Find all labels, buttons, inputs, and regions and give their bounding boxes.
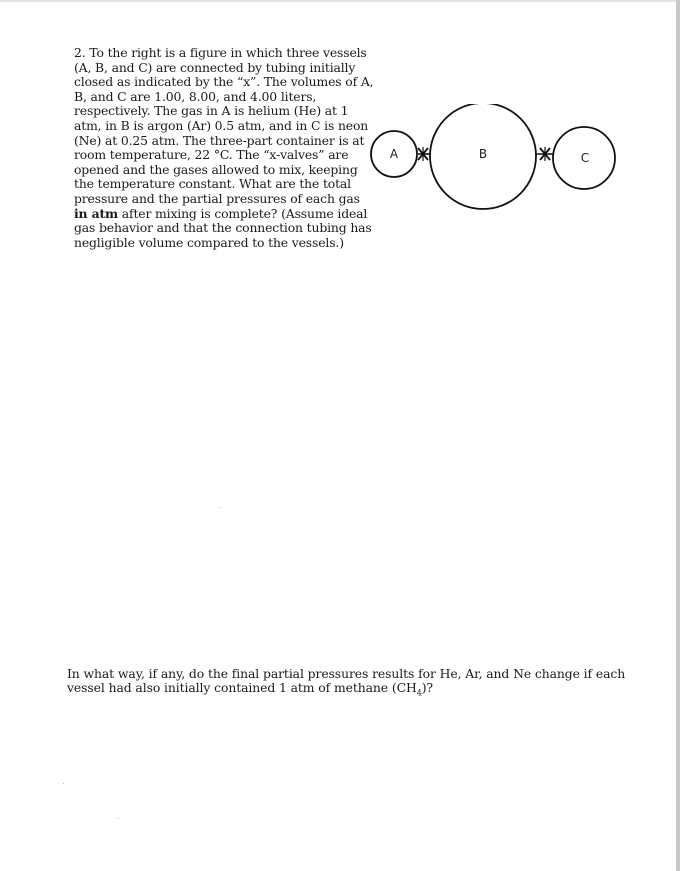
scan-speck <box>118 818 119 819</box>
vessel-a-label: A <box>389 147 399 161</box>
question-number: 2. <box>74 45 86 60</box>
question-text <box>74 46 374 250</box>
vessel-b-label: B <box>478 147 488 161</box>
vessel-diagram-svg <box>369 104 621 220</box>
question-bold-units: in atm <box>74 205 118 221</box>
question-body-end: after mixing is complete? (Assume ideal gas behavior and that the connection tubing has negligible volume compared to the vessels.) <box>74 205 372 250</box>
question-body: To the right is a figure in which three vessels (A, B, and C) are connected by tubing initially closed as indicated by the “x”. The volumes of A, B, and C are 1.00, 8.00, and 4.00 liters, respectively. The gas in A is helium (He) at 1 atm, in B is argon (Ar) 0.5 atm, and in C is neon (Ne) at 0.25 atm. The three-part container is at room temperature, 22 °C. The “x-valves” are opened and the gases allowed to mix, keeping the temperature constant. What are the total pressure and the partial pressures of each gas <box>74 45 374 206</box>
vessel-c-label: C <box>580 151 590 165</box>
vessel-diagram <box>369 104 621 220</box>
page-right-edge <box>676 0 680 871</box>
follow-up-end: )? <box>421 680 433 696</box>
methane-subscript: 4 <box>416 688 422 698</box>
scan-speck <box>63 783 64 784</box>
follow-up-body: In what way, if any, do the final partial pressures results for He, Ar, and Ne change if each vessel had also initially contained 1 atm of methane (CH <box>67 666 626 696</box>
page-top-edge <box>0 0 680 2</box>
follow-up-question <box>67 666 627 698</box>
scan-speck <box>220 507 221 508</box>
